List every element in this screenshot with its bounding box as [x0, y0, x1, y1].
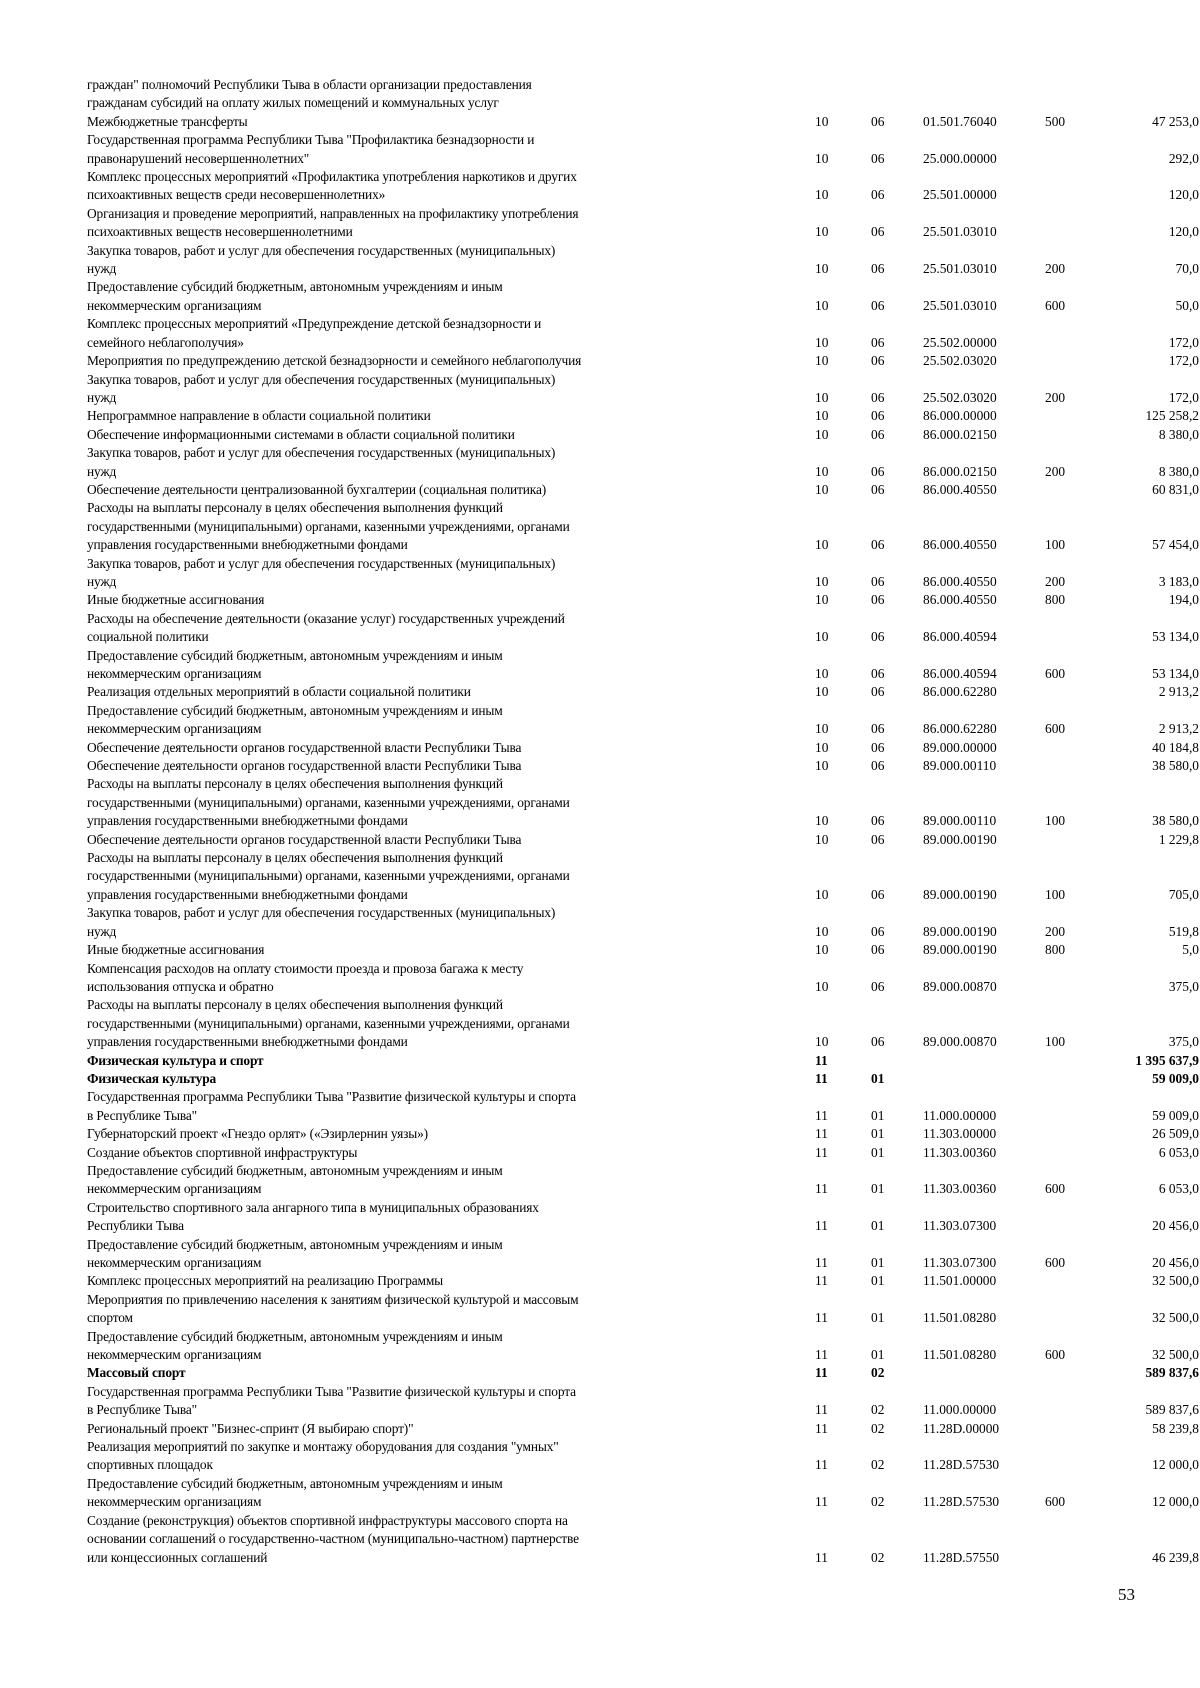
amount: 40 184,8	[1152, 739, 1199, 755]
item-name: Региональный проект "Бизнес-спринт (Я выбираю спорт)"	[87, 1420, 414, 1436]
target-article-code: 25.502.03020	[923, 389, 997, 405]
section-code: 11	[815, 1181, 828, 1197]
item-name: Обеспечение деятельности органов государственной власти Республики Тыва	[87, 831, 522, 847]
amount: 172,0	[1168, 334, 1199, 350]
target-article-code: 86.000.40550	[923, 573, 997, 589]
section-code: 11	[815, 1365, 828, 1381]
target-article-code: 11.000.00000	[923, 1402, 997, 1418]
subsection-code: 02	[871, 1457, 885, 1473]
subsection-code: 06	[871, 831, 885, 847]
target-article-code: 86.000.40594	[923, 666, 997, 681]
section-code: 11	[815, 1126, 828, 1142]
target-article-code: 89.000.00000	[923, 739, 997, 755]
section-code: 10	[815, 224, 829, 240]
target-article-code: 86.000.40550	[923, 537, 997, 553]
table-row	[87, 591, 1199, 609]
amount: 120,0	[1168, 224, 1199, 240]
table-row	[87, 315, 1199, 352]
section-code: 10	[815, 739, 829, 755]
section-code: 10	[815, 573, 829, 589]
item-name: Организация и проведение мероприятий, направленных на профилактику употребления психоактивных веществ несовершеннолетними	[87, 205, 579, 240]
amount: 172,0	[1168, 389, 1199, 405]
table-row	[87, 610, 1199, 647]
subsection-code: 01	[871, 1070, 885, 1086]
table-row	[87, 1088, 1199, 1125]
item-name: Расходы на выплаты персоналу в целях обеспечения выполнения функций государственными (муниципальными) органами, казенными учреждениями, органами управления государственными внебюджетными фондами	[87, 500, 570, 553]
amount: 32 500,0	[1152, 1310, 1199, 1326]
section-code: 10	[815, 187, 829, 203]
target-article-code: 11.28D.57530	[923, 1457, 1000, 1473]
amount: 32 500,0	[1152, 1347, 1199, 1363]
expense-type-code: 800	[1045, 942, 1066, 958]
table-row	[87, 831, 1199, 849]
subsection-code: 06	[871, 978, 885, 994]
item-name: граждан" полномочий Республики Тыва в области организации предоставления гражданам субсидий на оплату жилых помещений и коммунальных услуг Межбюджетные трансферты	[87, 77, 532, 129]
table-row	[87, 1236, 1199, 1273]
item-name: Расходы на выплаты персоналу в целях обеспечения выполнения функций государственными (муниципальными) органами, казенными учреждениями, органами управления государственными внебюджетными фондами	[87, 997, 570, 1050]
subsection-code: 06	[871, 463, 885, 479]
item-name: Реализация мероприятий по закупке и монтажу оборудования для создания "умных" спортивных площадок	[87, 1439, 559, 1473]
section-code: 10	[815, 481, 829, 497]
item-name: Предоставление субсидий бюджетным, автономным учреждениям и иным некоммерческим организациям	[87, 1236, 503, 1270]
table-row	[87, 683, 1199, 701]
target-article-code: 89.000.00110	[923, 813, 997, 829]
section-code: 11	[815, 1052, 828, 1068]
section-code: 10	[815, 978, 829, 994]
subsection-code: 01	[871, 1181, 885, 1197]
amount: 194,0	[1168, 592, 1199, 608]
amount: 53 134,0	[1152, 629, 1199, 645]
amount: 70,0	[1175, 261, 1199, 277]
subsection-code: 06	[871, 389, 885, 405]
section-code: 11	[815, 1255, 828, 1270]
table-row	[87, 702, 1199, 739]
item-name: Комплекс процессных мероприятий на реализацию Программы	[87, 1273, 444, 1289]
section-code: 10	[815, 463, 829, 479]
amount: 519,8	[1168, 923, 1199, 939]
subsection-code: 06	[871, 739, 885, 755]
table-row	[87, 1383, 1199, 1420]
subsection-code: 01	[871, 1347, 885, 1363]
item-name: Массовый спорт	[87, 1365, 186, 1381]
table-row	[87, 1144, 1199, 1162]
amount: 6 053,0	[1158, 1181, 1199, 1197]
budget-table	[87, 76, 1199, 1567]
amount: 705,0	[1168, 886, 1199, 902]
amount: 589 837,6	[1145, 1365, 1199, 1381]
subsection-code: 01	[871, 1107, 885, 1123]
expense-type-code: 200	[1045, 389, 1066, 405]
table-row	[87, 739, 1199, 757]
item-name: Обеспечение деятельности органов государственной власти Республики Тыва	[87, 758, 522, 774]
target-article-code: 01.501.76040	[923, 113, 997, 129]
amount: 2 913,2	[1158, 684, 1199, 700]
target-article-code: 25.000.00000	[923, 150, 997, 166]
table-row	[87, 278, 1199, 315]
item-name: Обеспечение информационными системами в области социальной политики	[87, 426, 515, 442]
section-code: 10	[815, 592, 829, 608]
section-code: 11	[815, 1457, 828, 1473]
section-code: 10	[815, 426, 829, 442]
section-code: 10	[815, 297, 829, 313]
section-code: 10	[815, 831, 829, 847]
amount: 60 831,0	[1152, 481, 1199, 497]
subsection-code: 01	[871, 1218, 885, 1234]
section-code: 11	[815, 1310, 828, 1326]
table-row	[87, 444, 1199, 481]
amount: 12 000,0	[1152, 1457, 1199, 1473]
table-row	[87, 1364, 1199, 1382]
table-row	[87, 1291, 1199, 1328]
table-row	[87, 555, 1199, 592]
expense-type-code: 100	[1045, 537, 1066, 553]
table-row	[87, 1162, 1199, 1199]
subsection-code: 06	[871, 537, 885, 553]
item-name: Компенсация расходов на оплату стоимости проезда и провоза багажа к месту использования отпуска и обратно	[87, 960, 524, 994]
subsection-code: 06	[871, 721, 885, 737]
item-name: Непрограммное направление в области социальной политики	[87, 408, 431, 424]
section-code: 10	[815, 942, 829, 958]
section-code: 10	[815, 886, 829, 902]
amount: 32 500,0	[1152, 1273, 1199, 1289]
table-row	[87, 352, 1199, 370]
amount: 1 229,8	[1158, 831, 1199, 847]
table-row	[87, 775, 1199, 830]
subsection-code: 06	[871, 813, 885, 829]
section-code: 10	[815, 629, 829, 645]
target-article-code: 11.28D.00000	[923, 1420, 1000, 1436]
item-name: Реализация отдельных мероприятий в области социальной политики	[87, 684, 471, 700]
subsection-code: 06	[871, 353, 885, 369]
amount: 38 580,0	[1152, 758, 1199, 774]
target-article-code: 86.000.40550	[923, 592, 997, 608]
amount: 58 239,8	[1152, 1420, 1199, 1436]
target-article-code: 25.502.03020	[923, 353, 997, 369]
target-article-code: 89.000.00190	[923, 886, 997, 902]
subsection-code: 06	[871, 481, 885, 497]
table-row	[87, 849, 1199, 904]
target-article-code: 11.303.07300	[923, 1255, 997, 1270]
subsection-code: 06	[871, 224, 885, 240]
subsection-code: 02	[871, 1402, 885, 1418]
subsection-code: 06	[871, 666, 885, 681]
section-code: 11	[815, 1494, 828, 1510]
table-row	[87, 426, 1199, 444]
subsection-code: 01	[871, 1255, 885, 1270]
table-row	[87, 205, 1199, 242]
target-article-code: 25.501.03010	[923, 297, 997, 313]
amount: 12 000,0	[1152, 1494, 1199, 1510]
table-row	[87, 1512, 1199, 1567]
subsection-code: 06	[871, 426, 885, 442]
item-name: Расходы на выплаты персоналу в целях обеспечения выполнения функций государственными (муниципальными) органами, казенными учреждениями, органами управления государственными внебюджетными фондами	[87, 776, 570, 829]
amount: 3 183,0	[1158, 573, 1199, 589]
amount: 53 134,0	[1152, 666, 1199, 681]
amount: 38 580,0	[1152, 813, 1199, 829]
table-row	[87, 1052, 1199, 1070]
item-name: Закупка товаров, работ и услуг для обеспечения государственных (муниципальных) нужд	[87, 905, 556, 939]
subsection-code: 06	[871, 113, 885, 129]
item-name: Расходы на обеспечение деятельности (оказание услуг) государственных учреждений социальной политики	[87, 610, 565, 645]
target-article-code: 89.000.00110	[923, 758, 997, 774]
table-row	[87, 647, 1199, 684]
subsection-code: 01	[871, 1144, 885, 1160]
section-code: 10	[815, 537, 829, 553]
target-article-code: 25.501.03010	[923, 224, 997, 240]
item-name: Создание объектов спортивной инфраструктуры	[87, 1144, 358, 1160]
section-code: 10	[815, 389, 829, 405]
section-code: 10	[815, 721, 829, 737]
expense-type-code: 200	[1045, 573, 1066, 589]
section-code: 11	[815, 1273, 828, 1289]
amount: 47 253,0	[1152, 113, 1199, 129]
section-code: 10	[815, 334, 829, 350]
item-name: Государственная программа Республики Тыва "Развитие физической культуры и спорта в Республике Тыва"	[87, 1089, 576, 1123]
subsection-code: 06	[871, 573, 885, 589]
section-code: 11	[815, 1420, 828, 1436]
target-article-code: 89.000.00190	[923, 831, 997, 847]
amount: 59 009,0	[1152, 1107, 1199, 1123]
item-name: Закупка товаров, работ и услуг для обеспечения государственных (муниципальных) нужд	[87, 555, 556, 589]
subsection-code: 06	[871, 334, 885, 350]
section-code: 10	[815, 113, 829, 129]
table-row	[87, 960, 1199, 997]
expense-type-code: 200	[1045, 463, 1066, 479]
item-name: Предоставление субсидий бюджетным, автономным учреждениям и иным некоммерческим организациям	[87, 702, 503, 737]
amount: 8 380,0	[1158, 426, 1199, 442]
target-article-code: 11.28D.57530	[923, 1494, 1000, 1510]
table-row	[87, 1199, 1199, 1236]
expense-type-code: 600	[1045, 1255, 1066, 1270]
amount: 59 009,0	[1152, 1070, 1199, 1086]
amount: 292,0	[1168, 150, 1199, 166]
amount: 2 913,2	[1158, 721, 1199, 737]
section-code: 10	[815, 813, 829, 829]
target-article-code: 11.501.00000	[923, 1273, 997, 1289]
table-row	[87, 757, 1199, 775]
subsection-code: 06	[871, 942, 885, 958]
item-name: Комплекс процессных мероприятий «Предупреждение детской безнадзорности и семейного неблагополучия»	[87, 316, 542, 350]
table-row	[87, 1475, 1199, 1512]
amount: 50,0	[1175, 297, 1199, 313]
target-article-code: 25.501.03010	[923, 261, 997, 277]
target-article-code: 86.000.02150	[923, 426, 997, 442]
subsection-code: 02	[871, 1420, 885, 1436]
item-name: Предоставление субсидий бюджетным, автономным учреждениям и иным некоммерческим организациям	[87, 1475, 503, 1510]
section-code: 11	[815, 1218, 828, 1234]
target-article-code: 86.000.62280	[923, 721, 997, 737]
target-article-code: 11.303.00360	[923, 1144, 997, 1160]
target-article-code: 86.000.02150	[923, 463, 997, 479]
subsection-code: 02	[871, 1494, 885, 1510]
expense-type-code: 100	[1045, 1034, 1066, 1050]
expense-type-code: 100	[1045, 813, 1066, 829]
table-row	[87, 1328, 1199, 1365]
section-code: 11	[815, 1549, 828, 1565]
subsection-code: 06	[871, 629, 885, 645]
expense-type-code: 600	[1045, 297, 1066, 313]
section-code: 10	[815, 1034, 829, 1050]
item-name: Закупка товаров, работ и услуг для обеспечения государственных (муниципальных) нужд	[87, 242, 556, 277]
target-article-code: 11.303.00000	[923, 1126, 997, 1142]
amount: 172,0	[1168, 353, 1199, 369]
section-code: 10	[815, 923, 829, 939]
table-row	[87, 481, 1199, 499]
item-name: Государственная программа Республики Тыва "Развитие физической культуры и спорта в Республике Тыва"	[87, 1383, 576, 1418]
section-code: 10	[815, 666, 829, 681]
amount: 57 454,0	[1152, 537, 1199, 553]
item-name: Мероприятия по предупреждению детской безнадзорности и семейного неблагополучия	[87, 353, 582, 369]
target-article-code: 89.000.00870	[923, 978, 997, 994]
amount: 1 395 637,9	[1135, 1052, 1199, 1068]
table-row	[87, 904, 1199, 941]
amount: 26 509,0	[1152, 1126, 1199, 1142]
item-name: Губернаторский проект «Гнездо орлят» («Эзирлернин уязы»)	[87, 1126, 428, 1142]
section-code: 11	[815, 1107, 828, 1123]
section-code: 10	[815, 758, 829, 774]
amount: 125 258,2	[1145, 408, 1199, 424]
item-name: Предоставление субсидий бюджетным, автономным учреждениям и иным некоммерческим организациям	[87, 647, 503, 681]
target-article-code: 86.000.40594	[923, 629, 997, 645]
expense-type-code: 600	[1045, 666, 1066, 681]
amount: 375,0	[1168, 978, 1199, 994]
table-row	[87, 371, 1199, 408]
table-row	[87, 1438, 1199, 1475]
expense-type-code: 600	[1045, 1181, 1066, 1197]
amount: 589 837,6	[1145, 1402, 1199, 1418]
item-name: Предоставление субсидий бюджетным, автономным учреждениям и иным некоммерческим организациям	[87, 1328, 503, 1363]
expense-type-code: 200	[1045, 923, 1066, 939]
target-article-code: 11.303.00360	[923, 1181, 997, 1197]
item-name: Физическая культура	[87, 1070, 217, 1086]
amount: 20 456,0	[1152, 1255, 1199, 1270]
amount: 8 380,0	[1158, 463, 1199, 479]
target-article-code: 11.501.08280	[923, 1310, 997, 1326]
section-code: 11	[815, 1402, 828, 1418]
section-code: 11	[815, 1144, 828, 1160]
subsection-code: 06	[871, 187, 885, 203]
item-name: Иные бюджетные ассигнования	[87, 942, 265, 958]
expense-type-code: 800	[1045, 592, 1066, 608]
subsection-code: 06	[871, 758, 885, 774]
item-name: Обеспечение деятельности органов государственной власти Республики Тыва	[87, 739, 522, 755]
subsection-code: 06	[871, 261, 885, 277]
table-row	[87, 1420, 1199, 1438]
item-name: Комплекс процессных мероприятий «Профилактика употребления наркотиков и других психоактивных веществ среди несовершеннолетних»	[87, 169, 577, 203]
target-article-code: 11.000.00000	[923, 1107, 997, 1123]
table-row	[87, 1272, 1199, 1290]
table-row	[87, 499, 1199, 554]
item-name: Иные бюджетные ассигнования	[87, 592, 265, 608]
target-article-code: 25.501.00000	[923, 187, 997, 203]
target-article-code: 89.000.00190	[923, 942, 997, 958]
subsection-code: 02	[871, 1549, 885, 1565]
item-name: Создание (реконструкция) объектов спортивной инфраструктуры массового спорта на основании соглашений о государственно-частном (муниципально-частном) партнерстве или концессионных соглашений	[87, 1512, 579, 1565]
table-row	[87, 168, 1199, 205]
table-body	[87, 76, 1199, 1567]
item-name: Обеспечение деятельности централизованной бухгалтерии (социальная политика)	[87, 481, 547, 497]
item-name: Государственная программа Республики Тыва "Профилактика безнадзорности и правонарушений несовершеннолетних"	[87, 132, 535, 166]
table-row	[87, 407, 1199, 425]
subsection-code: 01	[871, 1126, 885, 1142]
section-code: 10	[815, 261, 829, 277]
item-name: Предоставление субсидий бюджетным, автономным учреждениям и иным некоммерческим организациям	[87, 1162, 503, 1197]
item-name: Строительство спортивного зала ангарного типа в муниципальных образованиях Республики Тыва	[87, 1199, 539, 1234]
subsection-code: 06	[871, 886, 885, 902]
target-article-code: 11.303.07300	[923, 1218, 997, 1234]
amount: 46 239,8	[1152, 1549, 1199, 1565]
amount: 375,0	[1168, 1034, 1199, 1050]
target-article-code: 11.501.08280	[923, 1347, 997, 1363]
section-code: 10	[815, 684, 829, 700]
amount: 20 456,0	[1152, 1218, 1199, 1234]
subsection-code: 06	[871, 408, 885, 424]
table-row	[87, 1125, 1199, 1143]
section-code: 10	[815, 353, 829, 369]
item-name: Закупка товаров, работ и услуг для обеспечения государственных (муниципальных) нужд	[87, 445, 556, 479]
subsection-code: 06	[871, 1034, 885, 1050]
amount: 5,0	[1182, 942, 1199, 958]
expense-type-code: 200	[1045, 261, 1066, 277]
subsection-code: 06	[871, 592, 885, 608]
expense-type-code: 600	[1045, 1347, 1066, 1363]
item-name: Физическая культура и спорт	[87, 1052, 264, 1068]
target-article-code: 86.000.40550	[923, 481, 997, 497]
item-name: Мероприятия по привлечению населения к занятиям физической культурой и массовым спортом	[87, 1291, 579, 1326]
table-row	[87, 941, 1199, 959]
item-name: Предоставление субсидий бюджетным, автономным учреждениям и иным некоммерческим организациям	[87, 279, 503, 313]
page-number: 53	[1118, 1585, 1135, 1604]
section-code: 11	[815, 1347, 828, 1363]
target-article-code: 86.000.62280	[923, 684, 997, 700]
target-article-code: 86.000.00000	[923, 408, 997, 424]
target-article-code: 89.000.00190	[923, 923, 997, 939]
subsection-code: 06	[871, 297, 885, 313]
subsection-code: 06	[871, 684, 885, 700]
item-name: Расходы на выплаты персоналу в целях обеспечения выполнения функций государственными (муниципальными) органами, казенными учреждениями, органами управления государственными внебюджетными фондами	[87, 850, 570, 902]
table-row	[87, 131, 1199, 168]
subsection-code: 01	[871, 1273, 885, 1289]
amount: 6 053,0	[1158, 1144, 1199, 1160]
expense-type-code: 500	[1045, 113, 1066, 129]
target-article-code: 89.000.00870	[923, 1034, 997, 1050]
table-row	[87, 1070, 1199, 1088]
expense-type-code: 600	[1045, 1494, 1066, 1510]
table-row	[87, 996, 1199, 1051]
section-code: 11	[815, 1070, 828, 1086]
target-article-code: 11.28D.57550	[923, 1549, 1000, 1565]
subsection-code: 06	[871, 150, 885, 166]
section-code: 10	[815, 150, 829, 166]
section-code: 10	[815, 408, 829, 424]
expense-type-code: 600	[1045, 721, 1066, 737]
amount: 120,0	[1168, 187, 1199, 203]
table-row	[87, 242, 1199, 279]
subsection-code: 01	[871, 1310, 885, 1326]
subsection-code: 02	[871, 1365, 885, 1381]
target-article-code: 25.502.00000	[923, 334, 997, 350]
item-name: Закупка товаров, работ и услуг для обеспечения государственных (муниципальных) нужд	[87, 371, 556, 405]
subsection-code: 06	[871, 923, 885, 939]
table-row	[87, 76, 1199, 131]
expense-type-code: 100	[1045, 886, 1066, 902]
